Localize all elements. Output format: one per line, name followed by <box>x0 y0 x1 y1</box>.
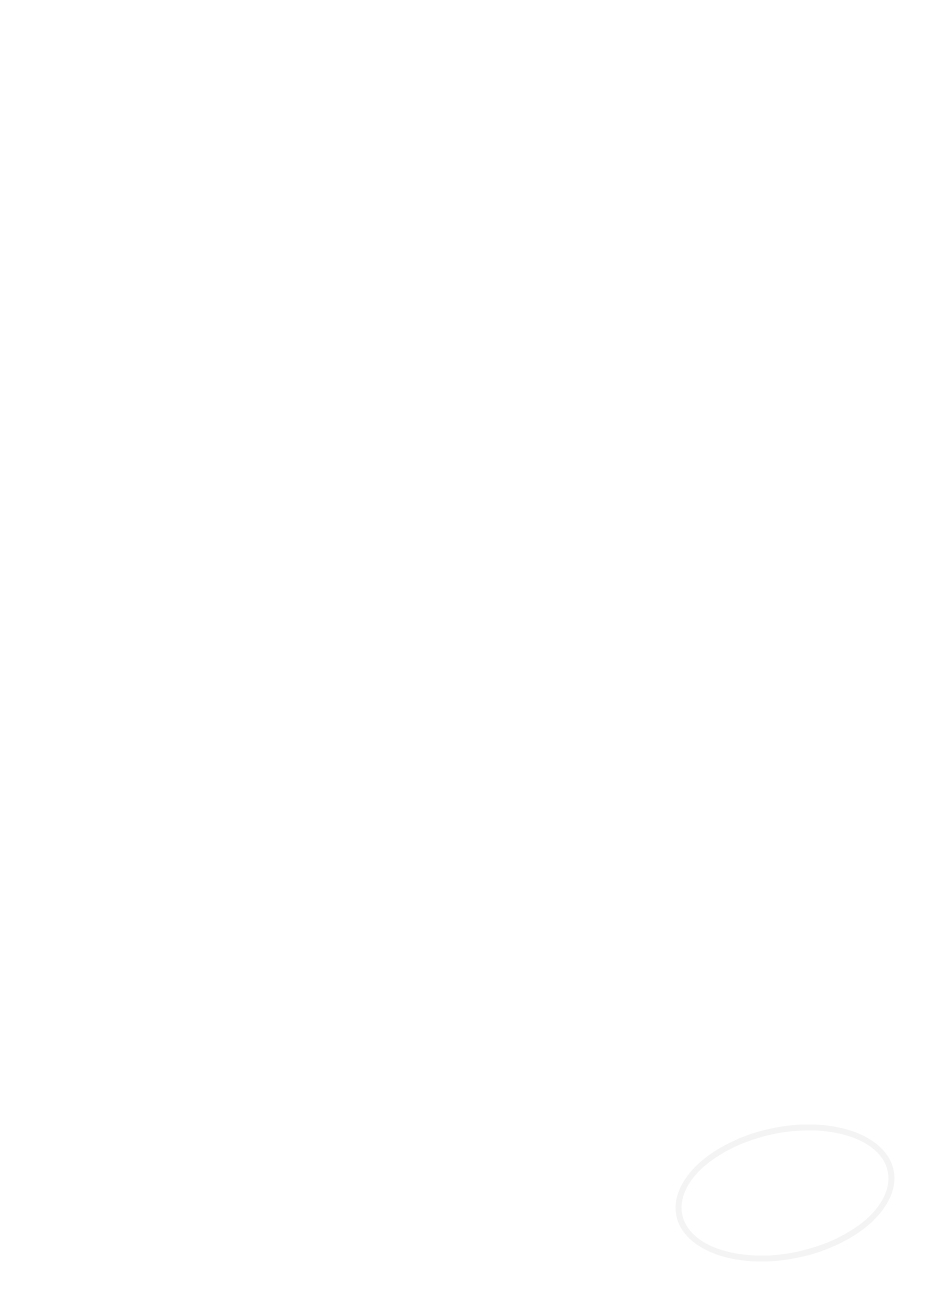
faded-stamp-mark <box>663 1105 908 1280</box>
